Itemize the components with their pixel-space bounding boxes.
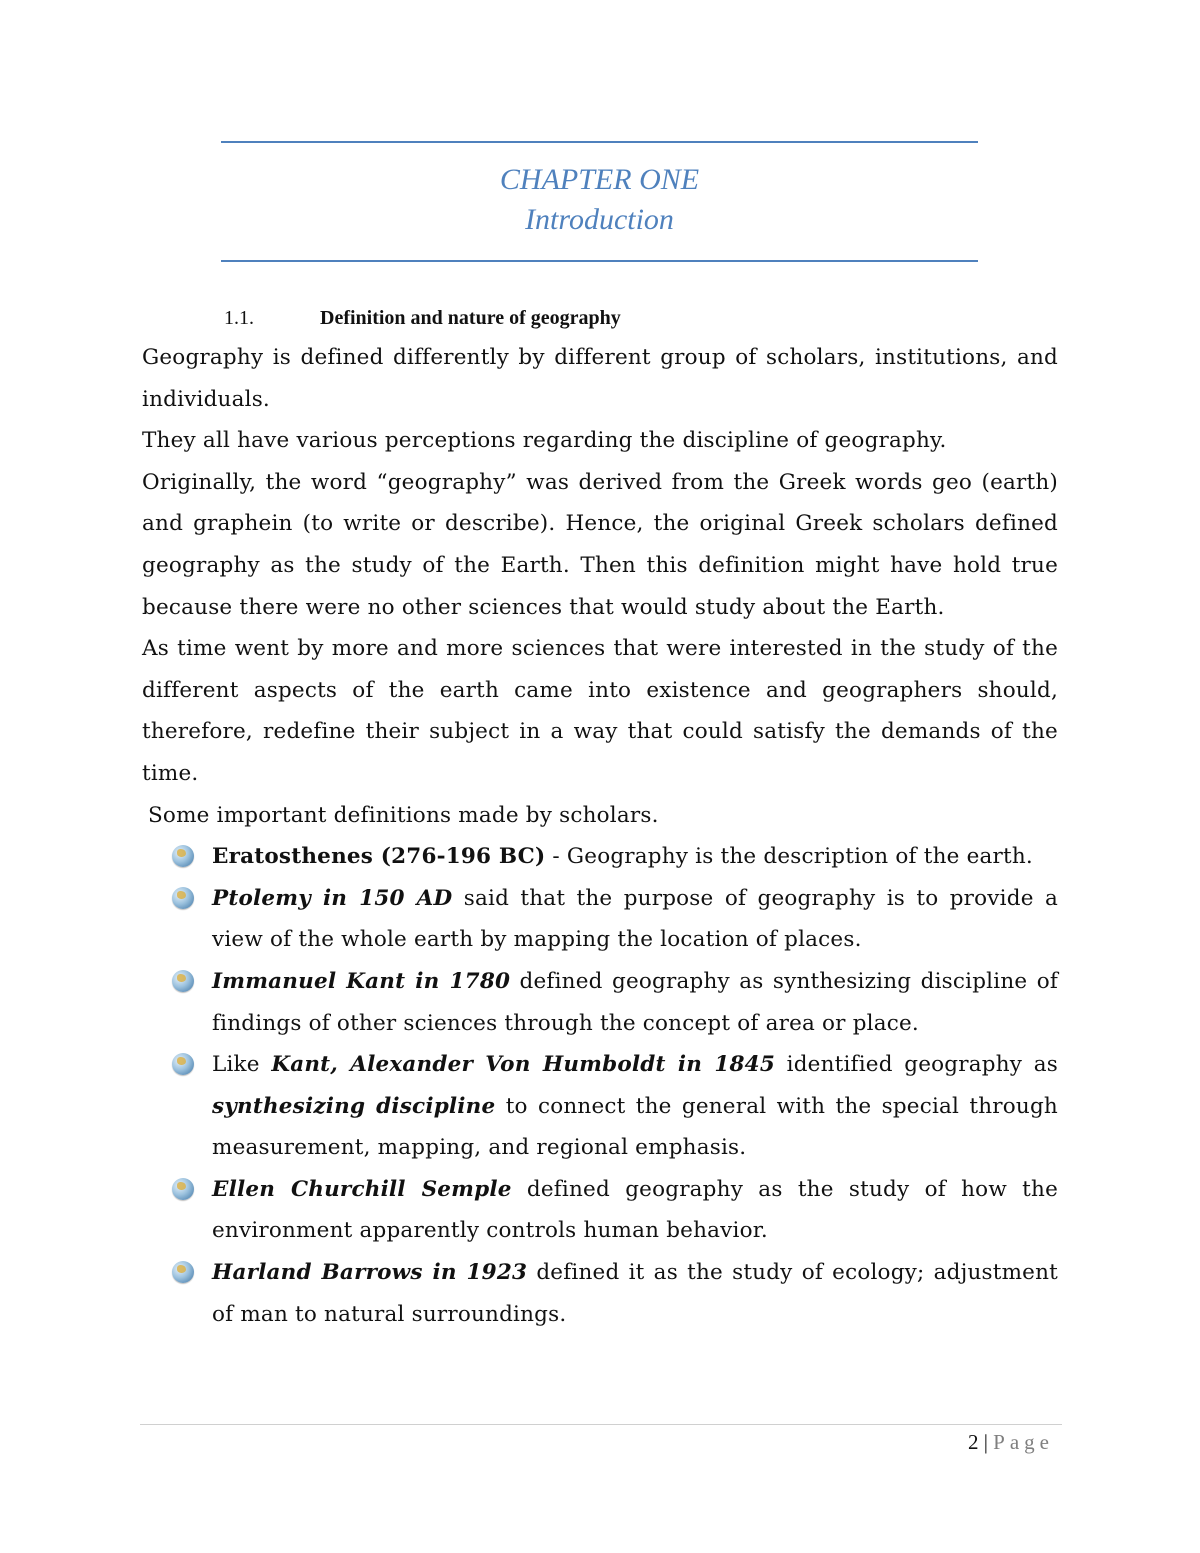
globe-bullet-icon — [172, 845, 194, 867]
chapter-top-rule — [221, 141, 978, 143]
chapter-bottom-rule — [221, 260, 978, 262]
definition-text: - Geography is the description of the earth. — [545, 844, 1033, 870]
scholar-name: Harland Barrows in 1923 — [212, 1260, 528, 1286]
globe-bullet-icon — [172, 970, 194, 992]
list-item — [212, 878, 1058, 961]
scholar-name: Eratosthenes (276-196 BC) — [212, 844, 546, 870]
definition-text: defined it as the study of ecology; adjustment of man to natural surroundings. — [212, 1260, 1058, 1327]
page-number: 2 — [967, 1430, 979, 1454]
definition-text: defined geography as synthesizing discipline of findings of other sciences through the concept of area or place. — [212, 968, 1058, 1036]
page-footer — [968, 1430, 1054, 1455]
chapter-title: CHAPTER ONE — [499, 163, 700, 196]
definitions-list — [142, 836, 1058, 1335]
page-label: Page — [993, 1430, 1054, 1454]
definition-text: to connect the general with the special through measurement, mapping, and regional emphasis. — [212, 1093, 1058, 1161]
list-intro: Some important definitions made by scholars. — [148, 802, 659, 828]
scholar-name: Ellen Churchill Semple — [212, 1176, 512, 1202]
list-item — [212, 961, 1058, 1044]
footer-rule — [140, 1424, 1062, 1425]
definition-text: defined geography as the study of how the environment apparently controls human behavior. — [212, 1176, 1058, 1244]
paragraph: As time went by more and more sciences that were interested in the study of the different aspects of the earth came into existence and geographers should, therefore, redefine their subject in a way that could satisfy the demands of the time. — [142, 636, 1058, 786]
globe-bullet-icon — [172, 1178, 194, 1200]
chapter-subtitle: Introduction — [525, 203, 674, 236]
scholar-name: Ptolemy in 150 AD — [212, 885, 453, 911]
list-item — [212, 1252, 1058, 1335]
globe-bullet-icon — [172, 1053, 194, 1075]
chapter-heading — [221, 160, 978, 240]
paragraph: Geography is defined differently by different group of scholars, institutions, and individuals. — [142, 345, 1058, 412]
section-title: Definition and nature of geography — [320, 307, 621, 329]
list-item — [212, 1169, 1058, 1252]
footer-separator: | — [978, 1430, 994, 1454]
section-number: 1.1. — [224, 307, 254, 329]
body-text — [142, 337, 1058, 1335]
definition-lead: Like — [212, 1052, 272, 1078]
list-item — [212, 1044, 1058, 1169]
definition-text: said that the purpose of geography is to provide a view of the whole earth by mapping the location of places. — [212, 885, 1059, 953]
globe-bullet-icon — [172, 887, 194, 909]
scholar-name: Immanuel Kant in 1780 — [212, 968, 511, 994]
key-term: synthesizing discipline — [212, 1093, 496, 1119]
scholar-name: Kant, Alexander Von Humboldt in 1845 — [271, 1052, 775, 1078]
globe-bullet-icon — [172, 1261, 194, 1283]
list-item — [212, 836, 1058, 878]
section-heading — [224, 303, 621, 333]
paragraph: Originally, the word “geography” was derived from the Greek words geo (earth) and graphein (to write or describe). Hence, the original Greek scholars defined geography as the study of the Earth. Then this definition might have hold true because there were no other sciences that would study about the Earth. — [142, 469, 1058, 620]
paragraph: They all have various perceptions regarding the discipline of geography. — [142, 428, 947, 454]
definition-text: identified geography as — [775, 1052, 1058, 1078]
